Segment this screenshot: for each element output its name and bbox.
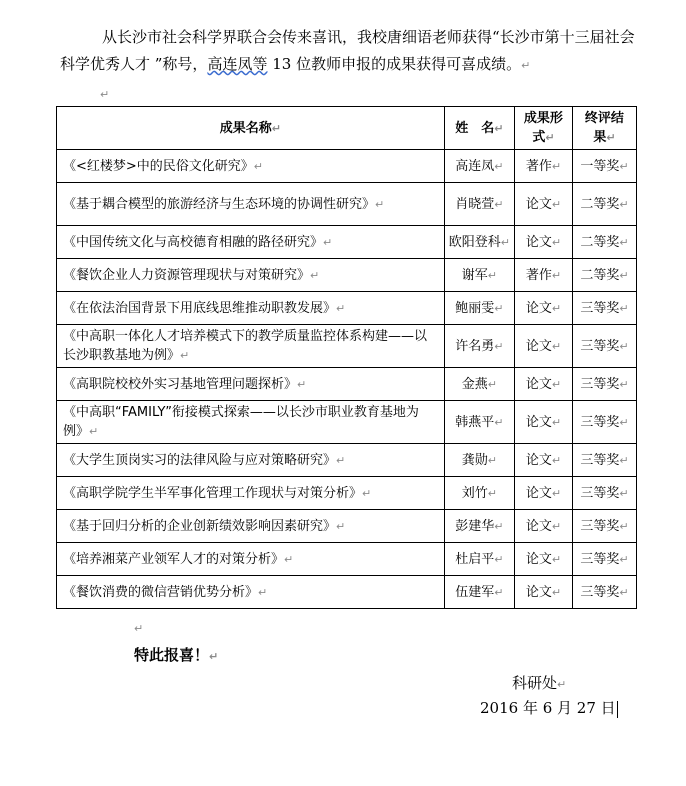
intro-text-part1: 从长沙市社会科学界联合会传来喜讯，我校唐细语老师获得“长沙市第十三届社会科学优秀人才 ”称号， [60, 28, 635, 73]
table-row [57, 259, 637, 292]
cell-result: 三等奖↵ [572, 576, 636, 609]
cell-title: 《餐饮消费的微信营销优势分析》↵ [57, 576, 445, 609]
cell-form: 论文↵ [514, 510, 572, 543]
results-table [56, 106, 637, 609]
cell-form: 著作↵ [514, 259, 572, 292]
paragraph-mark: ↵ [100, 88, 110, 101]
cell-title: 《<红楼梦>中的民俗文化研究》↵ [57, 150, 445, 183]
table-row [57, 401, 637, 444]
cell-name: 谢军↵ [444, 259, 514, 292]
header-form: 成果形式↵ [514, 107, 572, 150]
cell-result: 三等奖↵ [572, 292, 636, 325]
cell-title: 《中国传统文化与高校德育相融的路径研究》↵ [57, 226, 445, 259]
table-row [57, 477, 637, 510]
cell-title: 《基于耦合模型的旅游经济与生态环境的协调性研究》↵ [57, 183, 445, 226]
cell-form: 著作↵ [514, 150, 572, 183]
intro-paragraph [60, 24, 640, 79]
table-row [57, 226, 637, 259]
cell-form: 论文↵ [514, 292, 572, 325]
cell-form: 论文↵ [514, 325, 572, 368]
cell-name: 肖晓萱↵ [444, 183, 514, 226]
cell-name: 彭建华↵ [444, 510, 514, 543]
cell-title: 《中高职“FAMILY”衔接模式探索——以长沙市职业教育基地为例》↵ [57, 401, 445, 444]
cell-name: 杜启平↵ [444, 543, 514, 576]
cell-title: 《餐饮企业人力资源管理现状与对策研究》↵ [57, 259, 445, 292]
cell-name: 欧阳登科↵ [444, 226, 514, 259]
cell-name: 高连凤↵ [444, 150, 514, 183]
cell-result: 一等奖↵ [572, 150, 636, 183]
header-result: 终评结果↵ [572, 107, 636, 150]
cell-form: 论文↵ [514, 444, 572, 477]
table-row [57, 368, 637, 401]
cell-title: 《基于回归分析的企业创新绩效影响因素研究》↵ [57, 510, 445, 543]
cell-result: 二等奖↵ [572, 259, 636, 292]
table-row [57, 444, 637, 477]
table-row [57, 510, 637, 543]
cell-form: 论文↵ [514, 368, 572, 401]
cell-name: 鲍丽雯↵ [444, 292, 514, 325]
cell-result: 三等奖↵ [572, 543, 636, 576]
cell-title: 《在依法治国背景下用底线思维推动职教发展》↵ [57, 292, 445, 325]
cell-title: 《高职学院学生半军事化管理工作现状与对策分析》↵ [57, 477, 445, 510]
cell-result: 三等奖↵ [572, 401, 636, 444]
cell-form: 论文↵ [514, 477, 572, 510]
cell-form: 论文↵ [514, 576, 572, 609]
cell-title: 《高职院校校外实习基地管理问题探析》↵ [57, 368, 445, 401]
closing-text: 特此报喜！↵ [134, 646, 219, 664]
cell-form: 论文↵ [514, 226, 572, 259]
cell-result: 三等奖↵ [572, 368, 636, 401]
cell-name: 刘竹↵ [444, 477, 514, 510]
paragraph-mark: ↵ [521, 59, 531, 72]
table-header-row [57, 107, 637, 150]
cell-name: 伍建军↵ [444, 576, 514, 609]
cell-result: 三等奖↵ [572, 444, 636, 477]
cell-name: 金燕↵ [444, 368, 514, 401]
cell-result: 二等奖↵ [572, 183, 636, 226]
table-row [57, 150, 637, 183]
header-title: 成果名称↵ [57, 107, 445, 150]
text-cursor [617, 701, 618, 718]
cell-form: 论文↵ [514, 543, 572, 576]
document-date: 2016 年 6 月 27 日 [480, 699, 616, 717]
cell-title: 《培养湘菜产业领军人才的对策分析》↵ [57, 543, 445, 576]
cell-title: 《大学生顶岗实习的法律风险与应对策略研究》↵ [57, 444, 445, 477]
cell-result: 三等奖↵ [572, 325, 636, 368]
cell-name: 龚勋↵ [444, 444, 514, 477]
cell-form: 论文↵ [514, 401, 572, 444]
table-row [57, 576, 637, 609]
table-row [57, 183, 637, 226]
cell-name: 许名勇↵ [444, 325, 514, 368]
cell-title: 《中高职一体化人才培养模式下的教学质量监控体系构建——以长沙职教基地为例》↵ [57, 325, 445, 368]
cell-result: 二等奖↵ [572, 226, 636, 259]
header-name: 姓 名↵ [444, 107, 514, 150]
intro-text-part2: 13 位教师申报的成果获得可喜成绩。 [267, 55, 522, 73]
organization-signature: 科研处↵ [512, 674, 567, 692]
table-row [57, 325, 637, 368]
table-row [57, 292, 637, 325]
cell-name: 韩燕平↵ [444, 401, 514, 444]
intro-underlined-text: 高连凤等 [207, 55, 268, 73]
cell-result: 三等奖↵ [572, 477, 636, 510]
cell-result: 三等奖↵ [572, 510, 636, 543]
cell-form: 论文↵ [514, 183, 572, 226]
paragraph-mark: ↵ [134, 622, 144, 635]
table-row [57, 543, 637, 576]
